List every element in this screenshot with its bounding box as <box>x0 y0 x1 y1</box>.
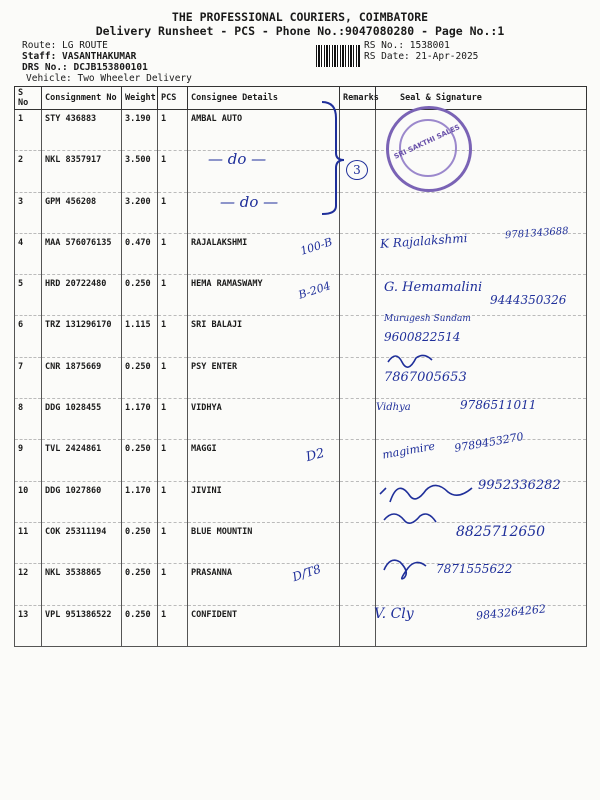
table-row <box>15 233 587 274</box>
cell-sno: 2 <box>15 151 42 192</box>
phone-number: 9843264262 <box>475 602 547 623</box>
cell-sno: 10 <box>15 481 42 522</box>
runsheet-subtitle: Delivery Runsheet - PCS - Phone No.:9047080280 - Page No.:1 <box>95 24 505 38</box>
cell-pcs: 1 <box>158 440 188 481</box>
col-seal: Seal & Signature <box>376 87 587 110</box>
cell-consignee: CONFIDENT <box>188 605 340 646</box>
cell-weight: 0.250 <box>122 440 158 481</box>
cell-sno: 9 <box>15 440 42 481</box>
cell-remarks <box>340 233 376 274</box>
phone-number: 9789453270 <box>453 430 525 455</box>
cell-pcs: 1 <box>158 233 188 274</box>
cell-weight: 0.250 <box>122 275 158 316</box>
signature-scribble <box>386 348 436 370</box>
cell-weight: 0.250 <box>122 357 158 398</box>
cell-weight: 0.250 <box>122 605 158 646</box>
phone-number: 9781343688 <box>504 225 569 242</box>
signature-scribble <box>380 550 440 584</box>
phone-number: 8825712650 <box>456 524 546 540</box>
cell-weight: 1.115 <box>122 316 158 357</box>
cell-pcs: 1 <box>158 192 188 233</box>
cell-consignment: CNR 1875669 <box>42 357 122 398</box>
signature: K Rajalakshmi <box>379 230 468 252</box>
table-row <box>15 316 587 357</box>
cell-consignee: RAJALAKSHMI <box>188 233 340 274</box>
table-row <box>15 357 587 398</box>
cell-consignee: PSY ENTER <box>188 357 340 398</box>
cell-sno: 7 <box>15 357 42 398</box>
cell-consignee: SRI BALAJI <box>188 316 340 357</box>
phone-number: 9952336282 <box>478 478 561 493</box>
cell-consignment: DDG 1028455 <box>42 399 122 440</box>
col-pcs: PCS <box>158 87 188 110</box>
cell-consignment: TRZ 131296170 <box>42 316 122 357</box>
cell-consignee: PRASANNA <box>188 564 340 605</box>
cell-weight: 1.170 <box>122 399 158 440</box>
cell-consignment: TVL 2424861 <box>42 440 122 481</box>
cell-remarks <box>340 399 376 440</box>
cell-consignee: VIDHYA <box>188 399 340 440</box>
cell-weight: 0.250 <box>122 564 158 605</box>
cell-pcs: 1 <box>158 110 188 151</box>
staff-label: Staff: VASANTHAKUMAR <box>22 51 137 62</box>
cell-remarks <box>340 605 376 646</box>
cell-consignment: DDG 1027860 <box>42 481 122 522</box>
drs-label: DRS No.: DCJB153800101 <box>22 62 148 73</box>
table-row <box>15 110 587 151</box>
rs-date: RS Date: 21-Apr-2025 <box>364 51 479 62</box>
cell-consignee: MAGGI <box>188 440 340 481</box>
cell-pcs: 1 <box>158 357 188 398</box>
phone-number: 9786511011 <box>460 398 537 412</box>
cell-pcs: 1 <box>158 605 188 646</box>
cell-weight: 0.250 <box>122 522 158 563</box>
cell-weight: 3.200 <box>122 192 158 233</box>
cell-consignment: STY 436883 <box>42 110 122 151</box>
cell-sno: 3 <box>15 192 42 233</box>
cell-pcs: 1 <box>158 399 188 440</box>
cell-sno: 1 <box>15 110 42 151</box>
cell-weight: 3.500 <box>122 151 158 192</box>
signature: G. Hemamalini <box>384 280 483 295</box>
barcode-image <box>316 45 360 67</box>
phone-number: 7871555622 <box>436 562 513 576</box>
rs-number: RS No.: 1538001 <box>364 40 450 51</box>
cell-consignee: JIVINI <box>188 481 340 522</box>
bracket-mark <box>318 98 358 218</box>
cell-weight: 1.170 <box>122 481 158 522</box>
cell-remarks <box>340 440 376 481</box>
remark-note: 100-B <box>298 235 335 258</box>
cell-remarks <box>340 481 376 522</box>
remark-count: 3 <box>346 160 368 180</box>
ditto-mark: — do — <box>220 193 279 211</box>
cell-consignment: GPM 456208 <box>42 192 122 233</box>
phone-number: 7867005653 <box>384 370 467 385</box>
ditto-mark: — do — <box>208 150 267 168</box>
cell-pcs: 1 <box>158 151 188 192</box>
cell-consignment: NKL 8357917 <box>42 151 122 192</box>
company-title: THE PROFESSIONAL COURIERS, COIMBATORE <box>171 10 429 24</box>
cell-sno: 11 <box>15 522 42 563</box>
cell-consignee: BLUE MOUNTIN <box>188 522 340 563</box>
cell-consignee: AMBAL AUTO <box>188 110 340 151</box>
signature: magimire <box>381 439 436 462</box>
col-consignment: Consignment No <box>42 87 122 110</box>
cell-weight: 0.470 <box>122 233 158 274</box>
phone-number: 9600822514 <box>384 330 461 344</box>
cell-remarks <box>340 275 376 316</box>
cell-consignment: COK 25311194 <box>42 522 122 563</box>
remark-note: D/T8 <box>290 561 323 585</box>
cell-remarks <box>340 316 376 357</box>
cell-sno: 6 <box>15 316 42 357</box>
col-consignee: Consignee Details <box>188 87 340 110</box>
signature-scribble <box>380 506 440 536</box>
route-label: Route: LG ROUTE <box>22 40 108 51</box>
seal-stamp <box>386 106 472 192</box>
phone-number: 9444350326 <box>490 293 567 307</box>
col-sno: S No <box>15 87 42 110</box>
remark-note: B-204 <box>296 279 333 302</box>
col-weight: Weight <box>122 87 158 110</box>
cell-consignment: VPL 951386522 <box>42 605 122 646</box>
col-remarks: Remarks <box>340 87 376 110</box>
cell-pcs: 1 <box>158 481 188 522</box>
cell-consignment: NKL 3538865 <box>42 564 122 605</box>
cell-consignee: HEMA RAMASWAMY <box>188 275 340 316</box>
cell-consignment: MAA 576076135 <box>42 233 122 274</box>
cell-sno: 4 <box>15 233 42 274</box>
cell-remarks <box>340 522 376 563</box>
vehicle-label: Vehicle: Two Wheeler Delivery <box>26 73 192 84</box>
cell-pcs: 1 <box>158 522 188 563</box>
cell-sno: 12 <box>15 564 42 605</box>
signature: Murugesh Sundam <box>384 314 471 324</box>
cell-sno: 13 <box>15 605 42 646</box>
table-row <box>15 151 587 192</box>
cell-remarks <box>340 357 376 398</box>
cell-consignment: HRD 20722480 <box>42 275 122 316</box>
table-header-row <box>15 87 587 110</box>
remark-note: D2 <box>304 445 327 466</box>
seal-stamp-text: SRI SAKTHI SALES <box>392 123 462 161</box>
cell-sno: 8 <box>15 399 42 440</box>
cell-sno: 5 <box>15 275 42 316</box>
cell-pcs: 1 <box>158 564 188 605</box>
cell-pcs: 1 <box>158 275 188 316</box>
cell-remarks <box>340 564 376 605</box>
table-row <box>15 192 587 233</box>
cell-weight: 3.190 <box>122 110 158 151</box>
cell-pcs: 1 <box>158 316 188 357</box>
signature: V. Cly <box>374 606 414 622</box>
signature: Vidhya <box>376 402 411 413</box>
